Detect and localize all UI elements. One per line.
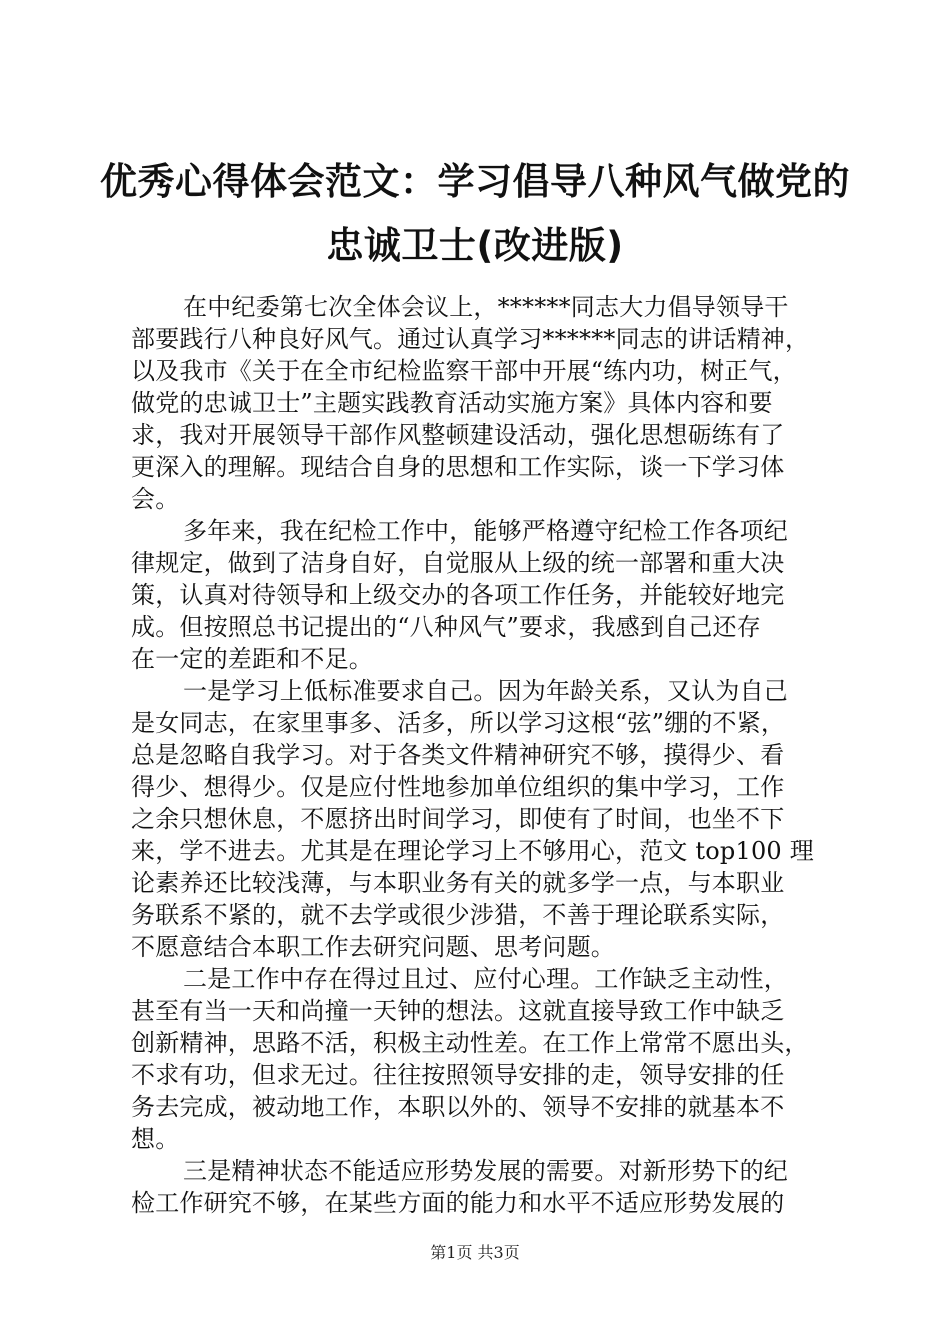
- page-footer: 第1页 共3页: [430, 1243, 520, 1262]
- paragraph-line: 得少、想得少。仅是应付性地参加单位组织的集中学习，工作: [131, 773, 785, 801]
- paragraph-line: 策，认真对待领导和上级交办的各项工作任务，并能较好地完: [131, 581, 785, 609]
- document-title: [100, 150, 850, 278]
- paragraph-line: 部要践行八种良好风气。通过认真学习******同志的讲话精神，: [131, 325, 810, 353]
- paragraph-line: 多年来，我在纪检工作中，能够严格遵守纪检工作各项纪: [183, 517, 788, 545]
- paragraph-line: 求，我对开展领导干部作风整顿建设活动，强化思想砺练有了: [131, 421, 785, 449]
- paragraph-line: 会。: [131, 485, 180, 513]
- body-paragraph: [131, 515, 839, 675]
- paragraph-line: 不愿意结合本职工作去研究问题、思考问题。: [131, 933, 615, 961]
- paragraph-line: 甚至有当一天和尚撞一天钟的想法。这就直接导致工作中缺乏: [131, 997, 785, 1025]
- body-paragraph: [131, 291, 839, 515]
- document-body: [131, 291, 839, 1219]
- paragraph-line: 二是工作中存在得过且过、应付心理。工作缺乏主动性，: [183, 965, 788, 993]
- title-line-1: 优秀心得体会范文：学习倡导八种风气做党的: [100, 160, 850, 203]
- body-paragraph: [131, 675, 839, 963]
- paragraph-line: 创新精神，思路不活，积极主动性差。在工作上常常不愿出头，: [131, 1029, 809, 1057]
- paragraph-line: 来，学不进去。尤其是在理论学习上不够用心，范文 top100 理: [131, 837, 814, 865]
- paragraph-line: 总是忽略自我学习。对于各类文件精神研究不够，摸得少、看: [131, 741, 785, 769]
- paragraph-line: 三是精神状态不能适应形势发展的需要。对新形势下的纪: [183, 1157, 788, 1185]
- body-paragraph: [131, 963, 839, 1155]
- paragraph-line: 是女同志，在家里事多、活多，所以学习这根“弦”绷的不紧，: [131, 709, 786, 737]
- paragraph-line: 律规定，做到了洁身自好，自觉服从上级的统一部署和重大决: [131, 549, 785, 577]
- paragraph-line: 务去完成，被动地工作，本职以外的、领导不安排的就基本不: [131, 1093, 785, 1121]
- paragraph-line: 论素养还比较浅薄，与本职业务有关的就多学一点，与本职业: [131, 869, 785, 897]
- paragraph-line: 一是学习上低标准要求自己。因为年龄关系，又认为自己: [183, 677, 788, 705]
- paragraph-line: 更深入的理解。现结合自身的思想和工作实际，谈一下学习体: [131, 453, 785, 481]
- paragraph-line: 成。但按照总书记提出的“八种风气”要求，我感到自己还存: [131, 613, 761, 641]
- paragraph-line: 以及我市《关于在全市纪检监察干部中开展“练内功，树正气，: [131, 357, 797, 385]
- paragraph-line: 检工作研究不够，在某些方面的能力和水平不适应形势发展的: [131, 1189, 785, 1217]
- title-line-2: 忠诚卫士(改进版): [326, 224, 624, 267]
- paragraph-line: 之余只想休息，不愿挤出时间学习，即使有了时间，也坐不下: [131, 805, 785, 833]
- paragraph-line: 想。: [131, 1125, 180, 1153]
- paragraph-line: 不求有功，但求无过。往往按照领导安排的走，领导安排的任: [131, 1061, 785, 1089]
- paragraph-line: 做党的忠诚卫士”主题实践教育活动实施方案》具体内容和要: [131, 389, 773, 417]
- paragraph-line: 在一定的差距和不足。: [131, 645, 373, 673]
- paragraph-line: 在中纪委第七次全体会议上，******同志大力倡导领导干: [183, 293, 789, 321]
- paragraph-line: 务联系不紧的，就不去学或很少涉猎，不善于理论联系实际，: [131, 901, 785, 929]
- body-paragraph: [131, 1155, 839, 1219]
